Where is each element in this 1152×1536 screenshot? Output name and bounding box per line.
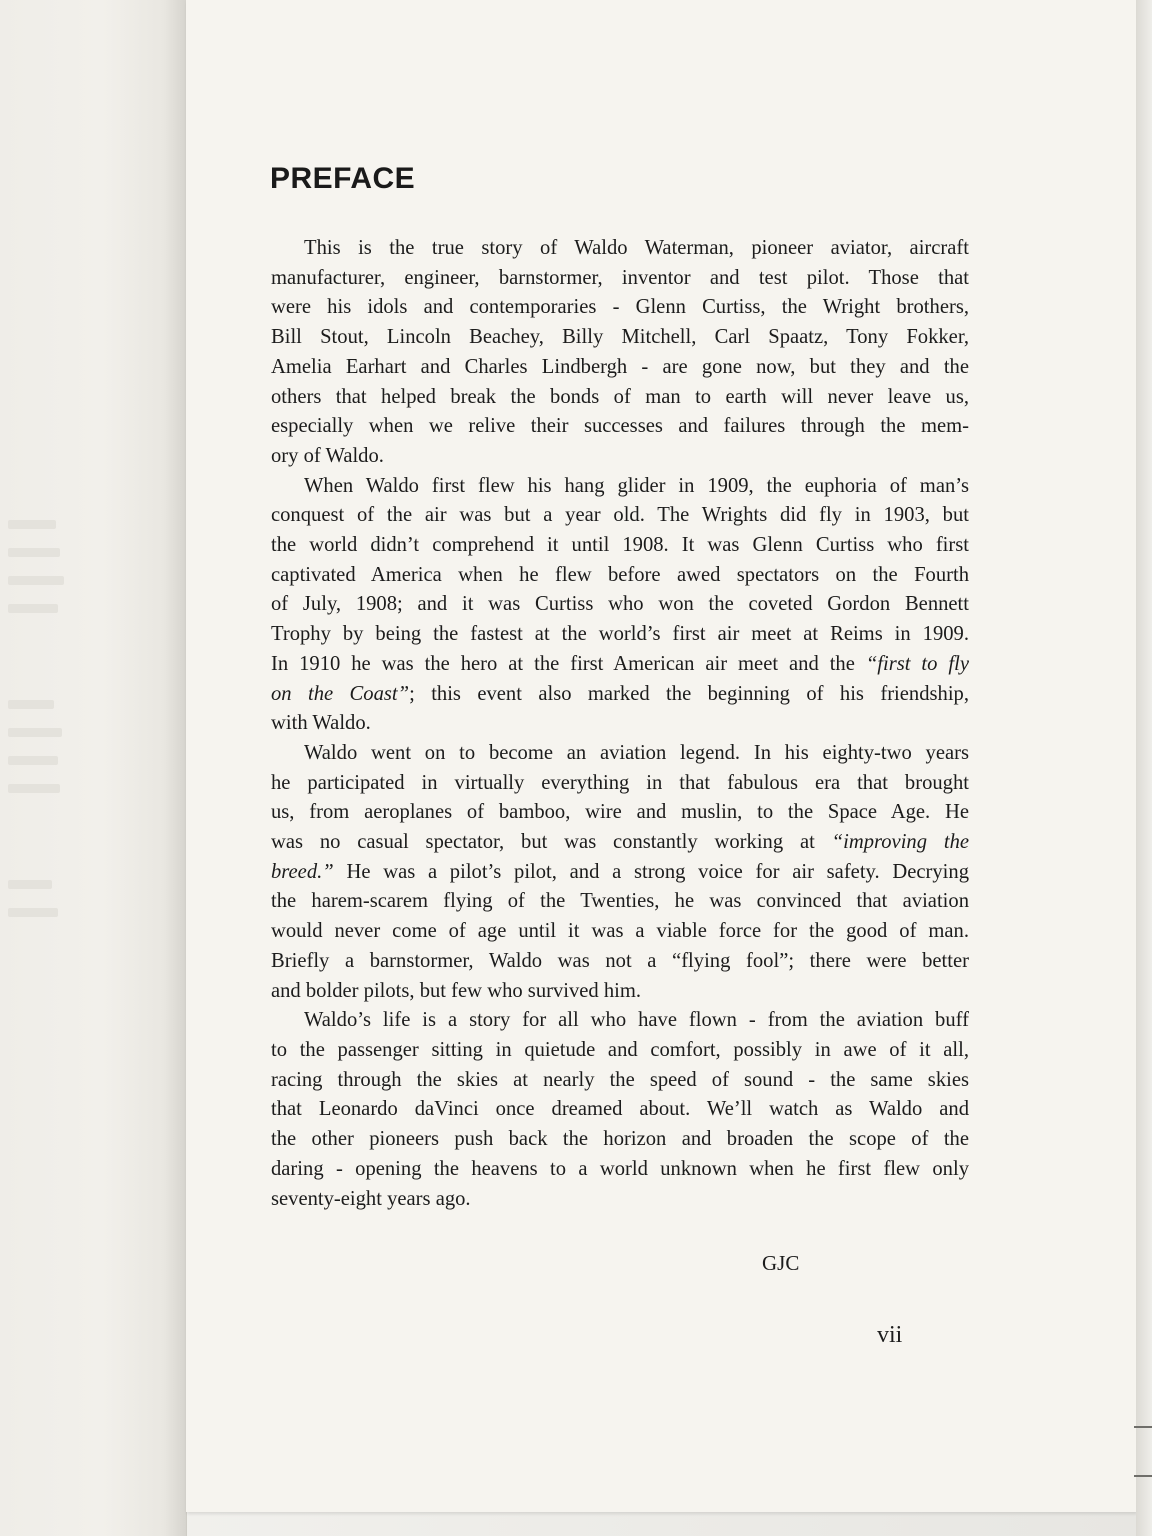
paragraph xyxy=(271,739,969,1006)
bleed-through-text xyxy=(8,576,64,585)
page-edge-shadow xyxy=(1136,0,1152,1536)
page-title: PREFACE xyxy=(270,162,416,195)
text-line: of July, 1908; and it was Curtiss who won the coveted Gordon Bennett xyxy=(271,593,969,616)
paragraph xyxy=(271,234,969,472)
paragraph xyxy=(271,1006,969,1214)
bleed-through-text xyxy=(8,520,56,529)
text-line: Waldo went on to become an aviation legend. In his eighty-two years xyxy=(304,741,969,764)
bleed-through-text xyxy=(8,728,62,737)
text-line: When Waldo first flew his hang glider in 1909, the euphoria of man’s xyxy=(304,474,969,497)
text-line: us, from aeroplanes of bamboo, wire and muslin, to the Space Age. He xyxy=(271,801,969,824)
text-line: daring - opening the heavens to a world unknown when he first flew only xyxy=(271,1157,969,1180)
text-line: In 1910 he was the hero at the first American air meet and the “first to fly xyxy=(271,652,969,675)
text-line: seventy-eight years ago. xyxy=(271,1187,471,1210)
text-line: captivated America when he flew before awed spectators on the Fourth xyxy=(271,563,969,586)
text-line: that Leonardo daVinci once dreamed about. We’ll watch as Waldo and xyxy=(271,1098,969,1121)
text-line: the other pioneers push back the horizon and broaden the scope of the xyxy=(271,1128,969,1151)
author-initials: GJC xyxy=(762,1251,800,1275)
text-line: Waldo’s life is a story for all who have flown - from the aviation buff xyxy=(304,1009,969,1032)
text-line: This is the true story of Waldo Waterman, pioneer aviator, aircraft xyxy=(304,237,969,259)
text-line: others that helped break the bonds of man to earth will never leave us, xyxy=(271,385,969,408)
text-line: ory of Waldo. xyxy=(271,444,384,467)
text-line: would never come of age until it was a viable force for the good of man. xyxy=(271,920,969,943)
text-line: was no casual spectator, but was constantly working at “improving the xyxy=(271,831,970,854)
page-edge-mark xyxy=(1134,1475,1152,1477)
text-line: Amelia Earhart and Charles Lindbergh - are gone now, but they and the xyxy=(271,355,969,378)
bleed-through-text xyxy=(8,700,54,709)
bleed-through-text xyxy=(8,908,58,917)
text-line: breed.” He was a pilot’s pilot, and a strong voice for air safety. Decrying xyxy=(271,860,969,883)
bleed-through-text xyxy=(8,604,58,613)
page-number: vii xyxy=(877,1322,903,1348)
paragraph xyxy=(271,472,969,739)
bleed-through-text xyxy=(8,784,60,793)
facing-page-left xyxy=(0,0,187,1536)
text-line: conquest of the air was but a year old. The Wrights did fly in 1903, but xyxy=(271,504,969,527)
bleed-through-text xyxy=(8,548,60,557)
text-line: to the passenger sitting in quietude and comfort, possibly in awe of it all, xyxy=(271,1038,969,1061)
text-line: Bill Stout, Lincoln Beachey, Billy Mitchell, Carl Spaatz, Tony Fokker, xyxy=(271,326,969,349)
text-line: with Waldo. xyxy=(271,712,371,735)
text-line: were his idols and contemporaries - Glenn Curtiss, the Wright brothers, xyxy=(271,296,969,319)
bleed-through-text xyxy=(8,880,52,889)
text-line: racing through the skies at nearly the speed of sound - the same skies xyxy=(271,1068,969,1091)
text-line: Briefly a barnstormer, Waldo was not a “flying fool”; there were better xyxy=(271,949,969,972)
text-line: and bolder pilots, but few who survived him. xyxy=(271,979,642,1002)
text-line: Trophy by being the fastest at the world’s first air meet at Reims in 1909. xyxy=(271,623,969,646)
preface-body xyxy=(271,234,969,1214)
text-line: he participated in virtually everything in that fabulous era that brought xyxy=(271,771,969,794)
text-line: the harem-scarem flying of the Twenties, he was convinced that aviation xyxy=(271,890,969,913)
text-line: especially when we relive their successes and failures through the mem- xyxy=(271,415,969,438)
bleed-through-text xyxy=(8,756,58,765)
page-edge-mark xyxy=(1134,1426,1152,1428)
text-line: manufacturer, engineer, barnstormer, inventor and test pilot. Those that xyxy=(271,266,969,289)
text-line: on the Coast”; this event also marked the beginning of his friendship, xyxy=(271,682,969,705)
text-line: the world didn’t comprehend it until 1908. It was Glenn Curtiss who first xyxy=(271,534,969,557)
